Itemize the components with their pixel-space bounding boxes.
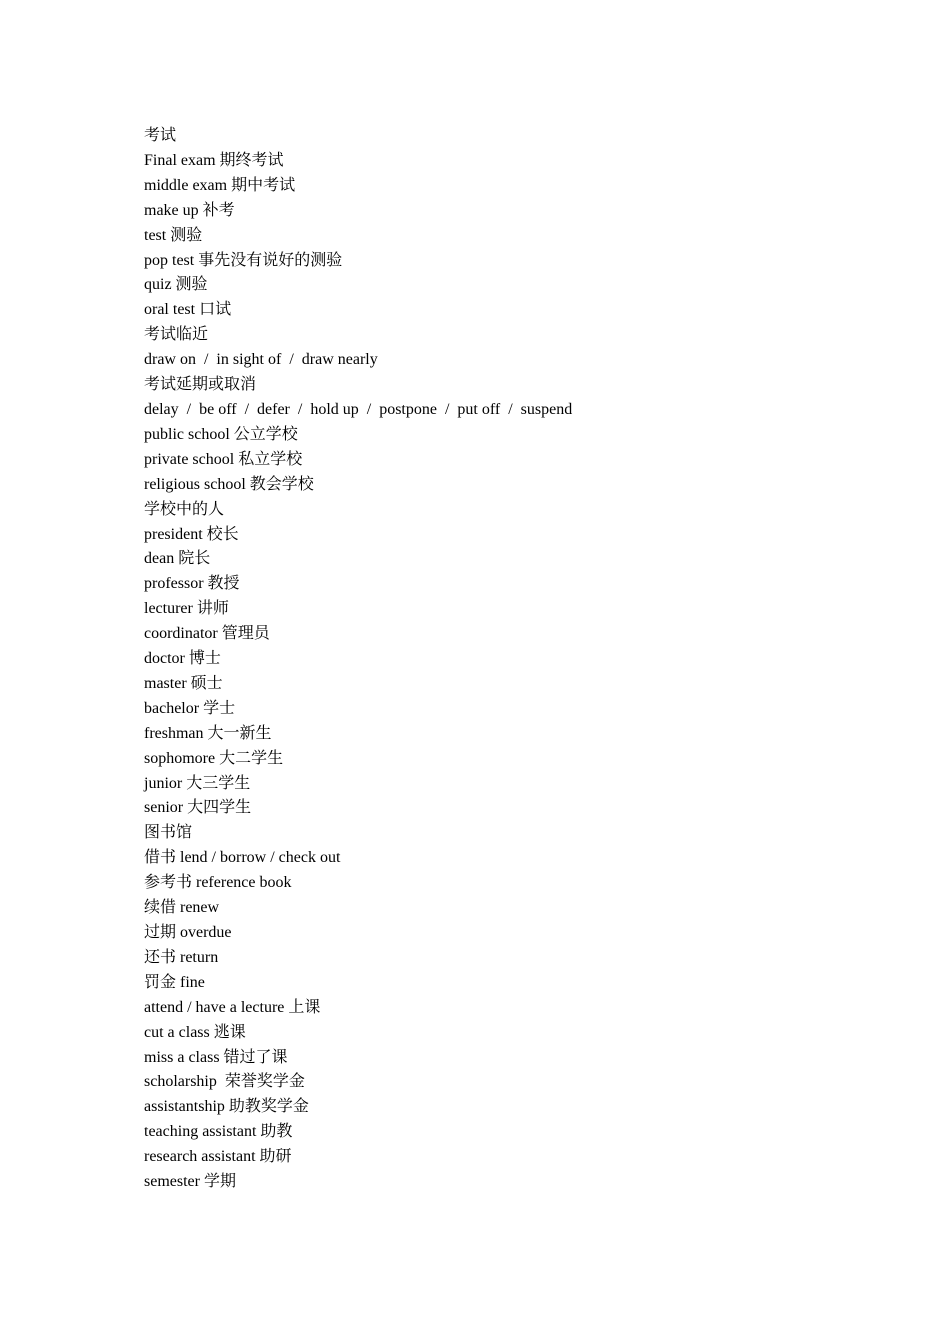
section-heading-exam-approaching: 考试临近 [144,326,209,344]
vocab-line: oral test 口试 [144,301,232,319]
vocab-line: junior 大三学生 [144,774,251,792]
vocab-line: sophomore 大二学生 [144,749,284,767]
vocab-line: make up 补考 [144,201,235,219]
vocab-line: private school 私立学校 [144,450,303,468]
vocab-line: 参考书 reference book [144,874,292,892]
vocab-line: master 硕士 [144,674,223,692]
vocab-line: semester 学期 [144,1173,236,1191]
vocab-line: research assistant 助研 [144,1148,292,1166]
vocab-line: 罚金 fine [144,973,205,991]
section-heading-library: 图书馆 [144,824,193,842]
vocab-line: teaching assistant 助教 [144,1123,293,1141]
vocab-line: Final exam 期终考试 [144,151,284,169]
vocab-line: public school 公立学校 [144,425,298,443]
vocab-line: 过期 overdue [144,924,232,941]
section-heading-exam: 考试 [144,127,177,144]
vocab-line: freshman 大一新生 [144,724,272,742]
vocab-line: delay / be off / defer / hold up / postpone / put off / suspend [144,400,573,418]
vocab-line: doctor 博士 [144,650,221,668]
section-heading-exam-postponed: 考试延期或取消 [144,376,257,394]
vocab-line: lecturer 讲师 [144,600,229,618]
vocab-line: bachelor 学士 [144,699,236,717]
vocab-line: scholarship 荣誉奖学金 [144,1073,305,1091]
vocab-line: assistantship 助教奖学金 [144,1098,309,1116]
vocab-line: quiz 测验 [144,276,208,294]
vocab-line: 续借 renew [144,899,220,917]
vocab-line: cut a class 逃课 [144,1023,246,1041]
section-heading-people: 学校中的人 [144,500,225,518]
vocabulary-list [144,124,844,1195]
vocab-line: pop test 事先没有说好的测验 [144,251,343,269]
vocab-line: 还书 return [144,948,219,966]
vocab-line: religious school 教会学校 [144,475,314,493]
vocab-line: senior 大四学生 [144,799,252,817]
vocab-line: miss a class 错过了课 [144,1048,288,1066]
vocab-line: middle exam 期中考试 [144,176,296,194]
vocab-line: professor 教授 [144,575,240,593]
vocab-line: 借书 lend / borrow / check out [144,849,341,867]
vocab-line: draw on / in sight of / draw nearly [144,351,378,369]
vocab-line: test 测验 [144,226,203,244]
vocab-line: dean 院长 [144,550,211,568]
vocab-line: coordinator 管理员 [144,625,270,643]
vocab-line: attend / have a lecture 上课 [144,998,321,1016]
vocab-line: president 校长 [144,525,239,543]
